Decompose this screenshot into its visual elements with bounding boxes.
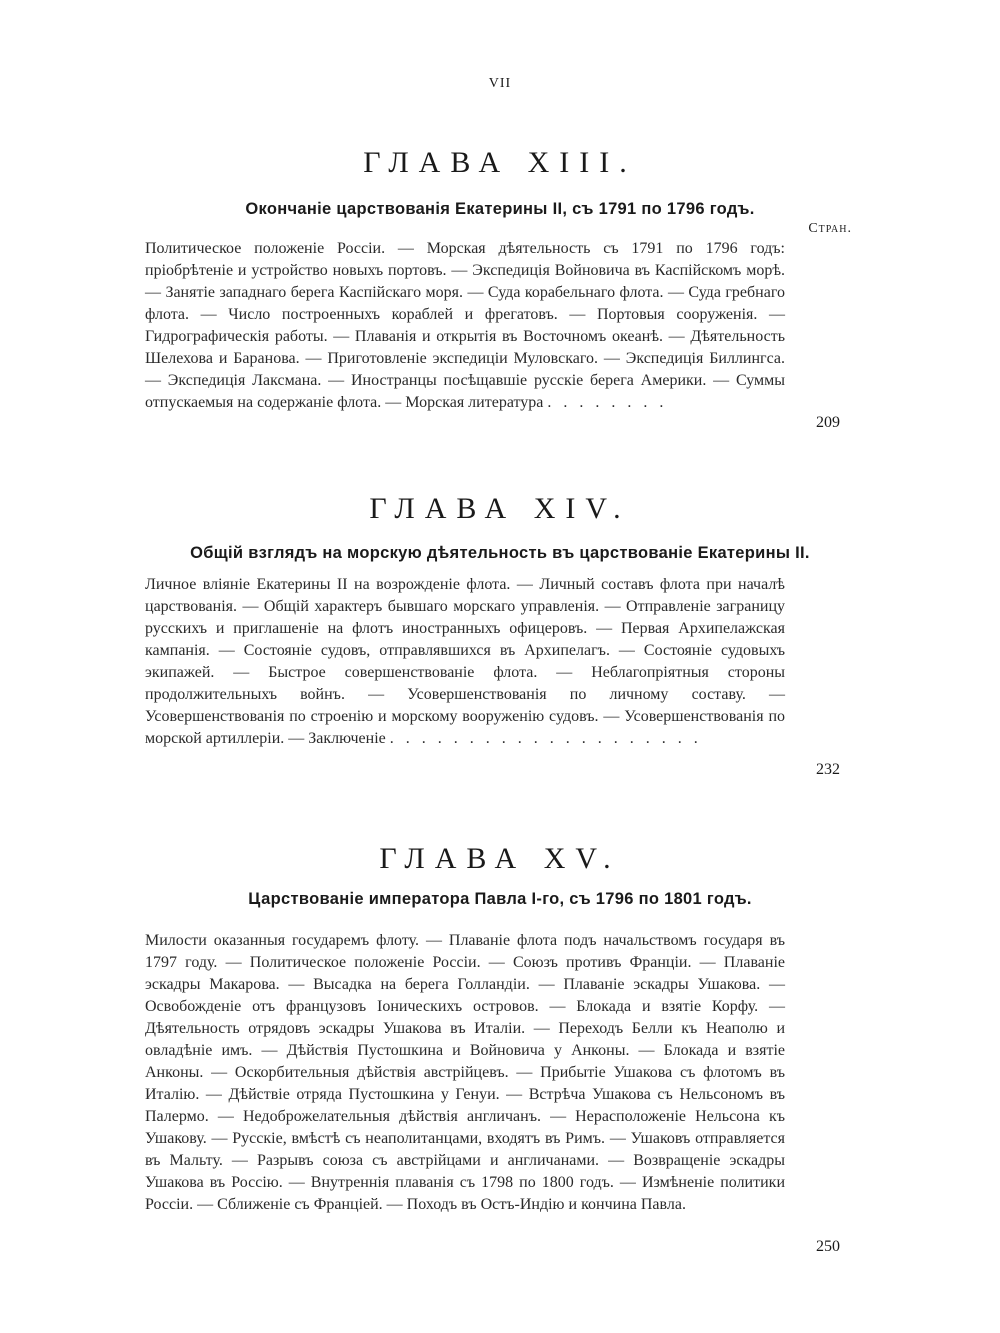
chapter-summary-text: Личное вліяніе Екатерины II на возрожденіе флота. — Личный составъ флота при началѣ царствованія. — Общій характеръ бывшаго морскаго управленія. — Отправленіе заграницу русскихъ и приглашеніе на флотъ иностранныхъ офицеровъ. — Первая Архипелажская кампанія. — Состояніе судовъ, отправлявшихся въ Архипелагъ. — Состояніе судовыхъ экипажей. — Быстрое совершенствованіе флота. — Неблагопріятныя стороны продолжительныхъ войнъ. — Усовершенствованія по личному составу. — Усовершенствованія по строенію и морскому вооруженію судовъ. — Усовершенствованія по морской артиллеріи. — Заключеніе — [145, 576, 785, 747]
page-ref-xiii: 209 — [816, 414, 840, 431]
page-ref-xiv: 232 — [816, 761, 840, 778]
chapter-heading-xiii: ГЛАВА XIII. — [363, 146, 637, 179]
page-column-label: Стран. — [808, 221, 852, 236]
chapter-heading-xiv: ГЛАВА XIV. — [369, 492, 631, 525]
page-number: VII — [488, 76, 512, 91]
chapter-title-xv: Царствованіе императора Павла I-го, съ 1796 по 1801 годъ. — [248, 890, 752, 908]
chapter-title-xiii: Окончаніе царствованія Екатерины II, съ 1791 по 1796 годъ. — [245, 200, 755, 218]
chapter-title-xiv: Общій взглядъ на морскую дѣятельность въ царствованіе Екатерины II. — [190, 544, 810, 562]
chapter-summary-xiv — [145, 574, 785, 750]
chapter-summary-text: Политическое положеніе Россіи. — Морская дѣятельность съ 1791 по 1796 годъ: пріобрѣтеніе и устройство новыхъ портовъ. — Экспедиція Войновича въ Каспійскомъ морѣ. — Занятіе западнаго берега Каспійскаго моря. — Суда корабельнаго флота. — Суда гребнаго флота. — Число построенныхъ кораблей и фрегатовъ. — Портовыя сооруженія. — Гидрографическія работы. — Плаванія и открытія въ Восточномъ океанѣ. — Дѣятельность Шелехова и Баранова. — Приготовленіе экспедиціи Муловскаго. — Экспедиція Биллингса. — Экспедиція Лаксмана. — Иностранцы посѣщавшіе русскіе берега Америки. — Суммы отпускаемыя на содержаніе флота. — Морская литература — [145, 240, 785, 411]
dot-leaders: . . . . . . . . — [547, 394, 668, 411]
chapter-heading-xv: ГЛАВА XV. — [379, 842, 621, 875]
chapter-summary-text: Милости оказанныя государемъ флоту. — Плаваніе флота подъ начальствомъ государя въ 1797 году. — Политическое положеніе Россіи. — Союзъ противъ Франціи. — Плаваніе эскадры Макарова. — Высадка на берега Голландіи. — Плаваніе эскадры Ушакова. — Освобожденіе отъ французовъ Іоническихъ островов. — Блокада и взятіе Корфу. — Дѣятельность отрядовъ эскадры Ушакова въ Италіи. — Переходъ Белли къ Неаполю и овладѣніе имъ. — Дѣйствія Пустошкина и Войновича у Анконы. — Блокада и взятіе Анконы. — Оскорбительныя дѣйствія австрійцевъ. — Прибытіе Ушакова съ флотомъ въ Италію. — Дѣйствіе отряда Пустошкина у Генуи. — Встрѣча Ушакова съ Нельсономъ въ Палермо. — Недоброжелательныя дѣйствія англичанъ. — Нерасположеніе Нельсона къ Ушакову. — Русскіе, вмѣстѣ съ неаполитанцами, входятъ въ Римъ. — Ушаковъ отправляется въ Мальту. — Разрывъ союза съ австрійцами и англичанами. — Возвращеніе эскадры Ушакова въ Россію. — Внутреннія плаванія съ 1798 по 1800 годъ. — Измѣненіе политики Россіи. — Сближеніе съ Франціей. — Походъ въ Остъ-Индію и кончина Павла. — [145, 932, 785, 1213]
chapter-summary-xiii — [145, 238, 785, 414]
dot-leaders: . . . . . . . . . . . . . . . . . . . . — [389, 730, 702, 747]
page-ref-xv: 250 — [816, 1238, 840, 1255]
chapter-summary-xv — [145, 930, 785, 1216]
